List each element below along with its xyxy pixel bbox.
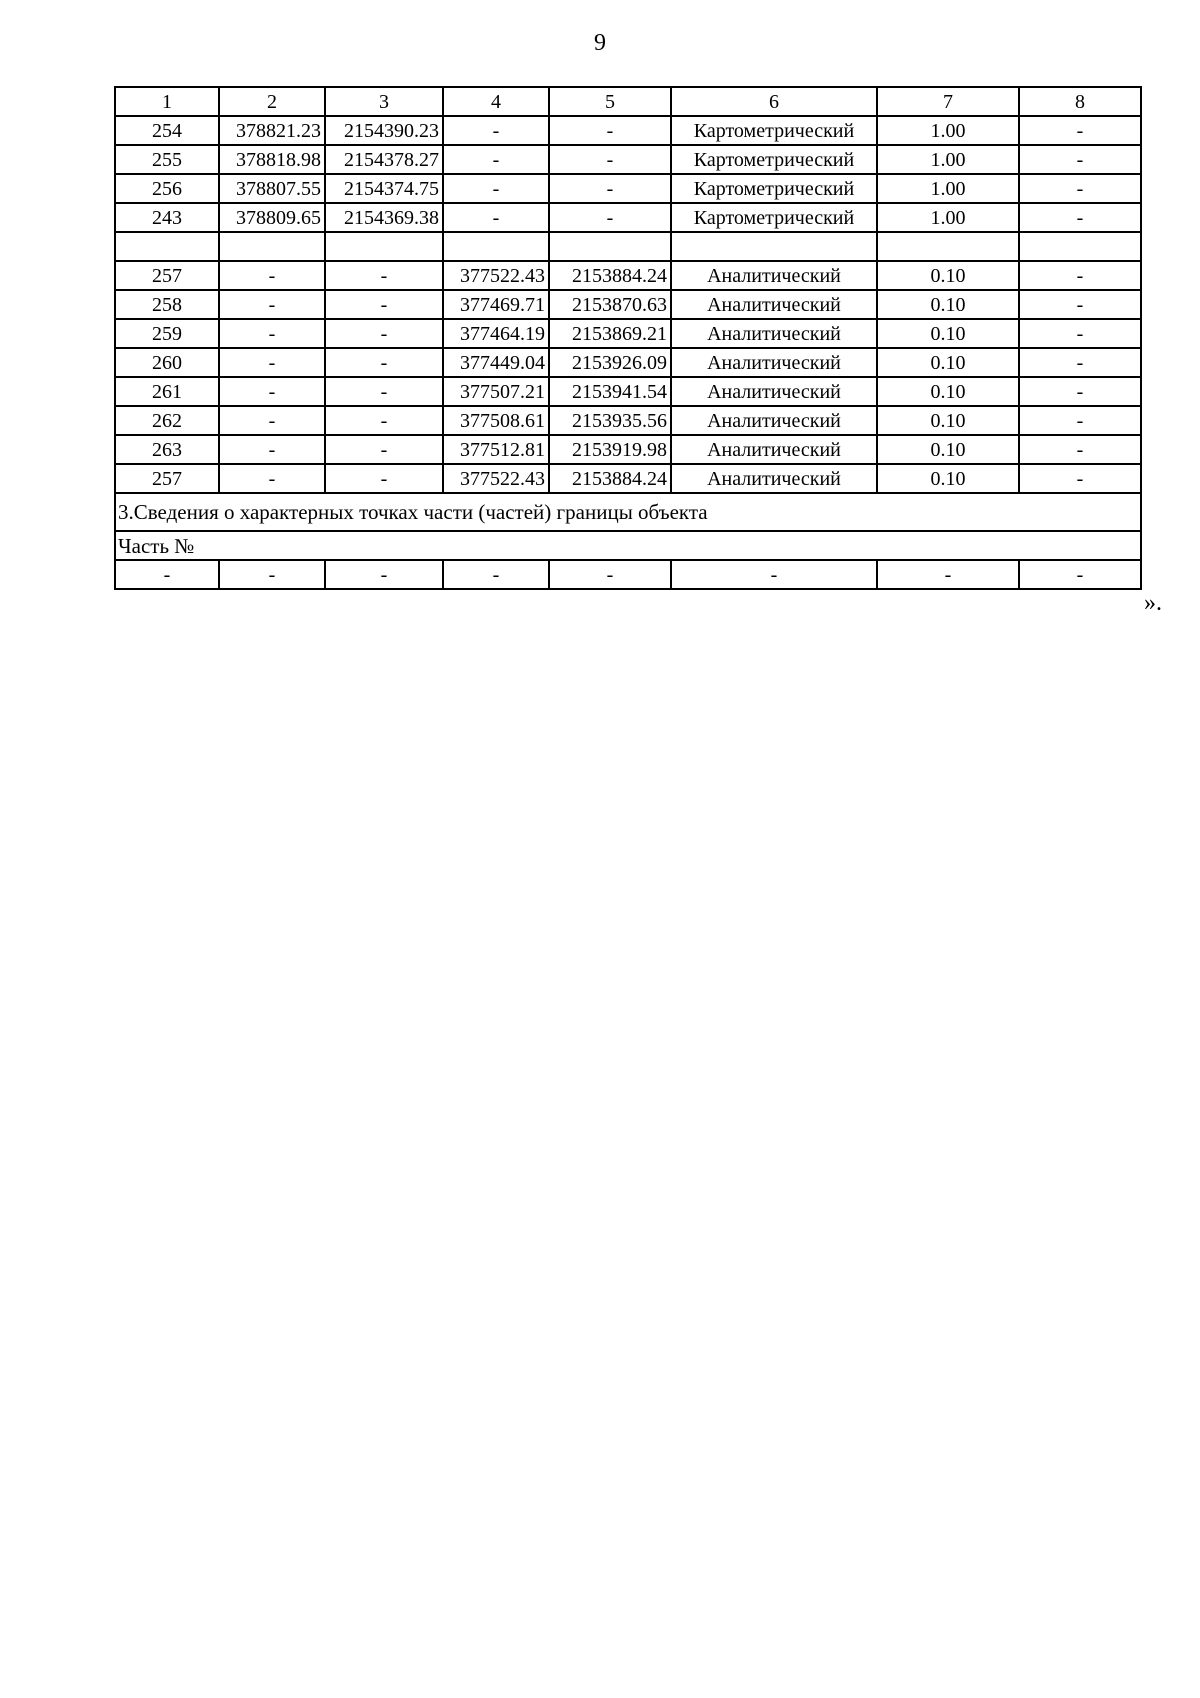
- table-cell: 263: [115, 435, 219, 464]
- table-cell: 2154378.27: [325, 145, 443, 174]
- empty-cell: [443, 232, 549, 261]
- table-cell: 377469.71: [443, 290, 549, 319]
- table-cell: 1.00: [877, 174, 1019, 203]
- table-cell: -: [1019, 290, 1141, 319]
- empty-cell: [219, 232, 325, 261]
- table-cell: 1.00: [877, 116, 1019, 145]
- table-cell: 378807.55: [219, 174, 325, 203]
- table-cell: -: [219, 464, 325, 493]
- table-row: [115, 406, 1141, 435]
- empty-cell: [877, 232, 1019, 261]
- table-cell: 0.10: [877, 348, 1019, 377]
- table-cell: -: [443, 174, 549, 203]
- table-cell: -: [219, 435, 325, 464]
- table-cell: 259: [115, 319, 219, 348]
- table-cell: 0.10: [877, 406, 1019, 435]
- table-cell: Аналитический: [671, 348, 877, 377]
- table-cell: -: [325, 560, 443, 589]
- empty-cell: [115, 232, 219, 261]
- empty-cell: [325, 232, 443, 261]
- table-cell: -: [443, 116, 549, 145]
- table-cell: -: [219, 348, 325, 377]
- table-cell: 377449.04: [443, 348, 549, 377]
- table-cell: 262: [115, 406, 219, 435]
- table-cell: -: [549, 145, 671, 174]
- table-cell: 0.10: [877, 319, 1019, 348]
- table-cell: -: [549, 203, 671, 232]
- header-cell: 8: [1019, 87, 1141, 116]
- coordinates-table: [114, 86, 1142, 590]
- table-cell: Аналитический: [671, 319, 877, 348]
- empty-cell: [671, 232, 877, 261]
- table-cell: 2153884.24: [549, 464, 671, 493]
- table-cell: 1.00: [877, 145, 1019, 174]
- table-cell: 377508.61: [443, 406, 549, 435]
- table-cell: 2153941.54: [549, 377, 671, 406]
- table-cell: -: [325, 464, 443, 493]
- table-cell: -: [1019, 174, 1141, 203]
- header-cell: 5: [549, 87, 671, 116]
- table-cell: -: [443, 203, 549, 232]
- table-cell: 257: [115, 464, 219, 493]
- table-cell: 260: [115, 348, 219, 377]
- table-cell: 0.10: [877, 290, 1019, 319]
- table-cell: 243: [115, 203, 219, 232]
- table-cell: -: [325, 377, 443, 406]
- table-row: [115, 377, 1141, 406]
- empty-cell: [549, 232, 671, 261]
- part-data-row: [115, 560, 1141, 589]
- table-cell: 2154374.75: [325, 174, 443, 203]
- header-cell: 3: [325, 87, 443, 116]
- header-cell: 2: [219, 87, 325, 116]
- table-cell: 377507.21: [443, 377, 549, 406]
- table-cell: 257: [115, 261, 219, 290]
- table-cell: -: [325, 261, 443, 290]
- table-cell: -: [1019, 116, 1141, 145]
- table-cell: 377512.81: [443, 435, 549, 464]
- table-cell: -: [325, 435, 443, 464]
- table-cell: -: [325, 348, 443, 377]
- table-cell: Картометрический: [671, 116, 877, 145]
- table-cell: -: [325, 406, 443, 435]
- table-cell: 2154369.38: [325, 203, 443, 232]
- table-cell: 254: [115, 116, 219, 145]
- table-row: [115, 116, 1141, 145]
- table-cell: -: [325, 290, 443, 319]
- table-cell: 2153884.24: [549, 261, 671, 290]
- table-row: [115, 435, 1141, 464]
- table-row: [115, 290, 1141, 319]
- table-cell: 258: [115, 290, 219, 319]
- part-label-row: [115, 531, 1141, 560]
- table-cell: 256: [115, 174, 219, 203]
- closing-quote-mark: ».: [1144, 590, 1162, 616]
- table-cell: -: [1019, 377, 1141, 406]
- table-cell: 377522.43: [443, 464, 549, 493]
- table-cell: 2153870.63: [549, 290, 671, 319]
- table-cell: 378821.23: [219, 116, 325, 145]
- table-cell: -: [219, 560, 325, 589]
- table-cell: 377464.19: [443, 319, 549, 348]
- table-cell: -: [549, 174, 671, 203]
- table-row: [115, 348, 1141, 377]
- page-number: 9: [594, 30, 606, 56]
- table-cell: -: [1019, 464, 1141, 493]
- table-cell: 0.10: [877, 377, 1019, 406]
- header-cell: 4: [443, 87, 549, 116]
- table-row: [115, 319, 1141, 348]
- table-cell: Аналитический: [671, 435, 877, 464]
- table-cell: -: [219, 261, 325, 290]
- table-cell: Аналитический: [671, 377, 877, 406]
- header-cell: 7: [877, 87, 1019, 116]
- table-cell: 2153935.56: [549, 406, 671, 435]
- table-cell: Аналитический: [671, 261, 877, 290]
- section-title: 3.Сведения о характерных точках части (частей) границы объекта: [115, 493, 1141, 531]
- empty-cell: [1019, 232, 1141, 261]
- table-cell: -: [325, 319, 443, 348]
- table-cell: -: [219, 290, 325, 319]
- table-row: [115, 464, 1141, 493]
- table-cell: Аналитический: [671, 290, 877, 319]
- table-cell: 1.00: [877, 203, 1019, 232]
- section-title-row: [115, 493, 1141, 531]
- table-cell: -: [1019, 435, 1141, 464]
- table-row: [115, 203, 1141, 232]
- table-cell: Аналитический: [671, 406, 877, 435]
- table-cell: -: [671, 560, 877, 589]
- table-cell: 378818.98: [219, 145, 325, 174]
- table-row: [115, 261, 1141, 290]
- header-cell: 6: [671, 87, 877, 116]
- table-cell: -: [1019, 348, 1141, 377]
- empty-separator-row: [115, 232, 1141, 261]
- table-cell: -: [877, 560, 1019, 589]
- table-cell: -: [1019, 560, 1141, 589]
- table-cell: -: [1019, 261, 1141, 290]
- table-cell: Картометрический: [671, 145, 877, 174]
- table-cell: -: [1019, 203, 1141, 232]
- table-cell: -: [1019, 145, 1141, 174]
- table-cell: -: [549, 560, 671, 589]
- table-body: [115, 87, 1141, 589]
- table-cell: -: [549, 116, 671, 145]
- table-row: [115, 174, 1141, 203]
- table-cell: 2153919.98: [549, 435, 671, 464]
- table-cell: 377522.43: [443, 261, 549, 290]
- table-cell: -: [443, 560, 549, 589]
- table-cell: 2153869.21: [549, 319, 671, 348]
- table-cell: 378809.65: [219, 203, 325, 232]
- table-row: [115, 145, 1141, 174]
- table-cell: 0.10: [877, 435, 1019, 464]
- table-cell: Картометрический: [671, 203, 877, 232]
- part-label: Часть №: [115, 531, 1141, 560]
- table-cell: -: [1019, 406, 1141, 435]
- table-cell: Картометрический: [671, 174, 877, 203]
- table-header-row: [115, 87, 1141, 116]
- table-cell: -: [219, 377, 325, 406]
- table-cell: 0.10: [877, 464, 1019, 493]
- header-cell: 1: [115, 87, 219, 116]
- table-cell: -: [219, 406, 325, 435]
- table-cell: 2154390.23: [325, 116, 443, 145]
- table-cell: Аналитический: [671, 464, 877, 493]
- table-cell: 255: [115, 145, 219, 174]
- table-cell: -: [443, 145, 549, 174]
- table-cell: 0.10: [877, 261, 1019, 290]
- table-cell: -: [219, 319, 325, 348]
- table-cell: -: [1019, 319, 1141, 348]
- table-cell: 261: [115, 377, 219, 406]
- table-cell: -: [115, 560, 219, 589]
- table-cell: 2153926.09: [549, 348, 671, 377]
